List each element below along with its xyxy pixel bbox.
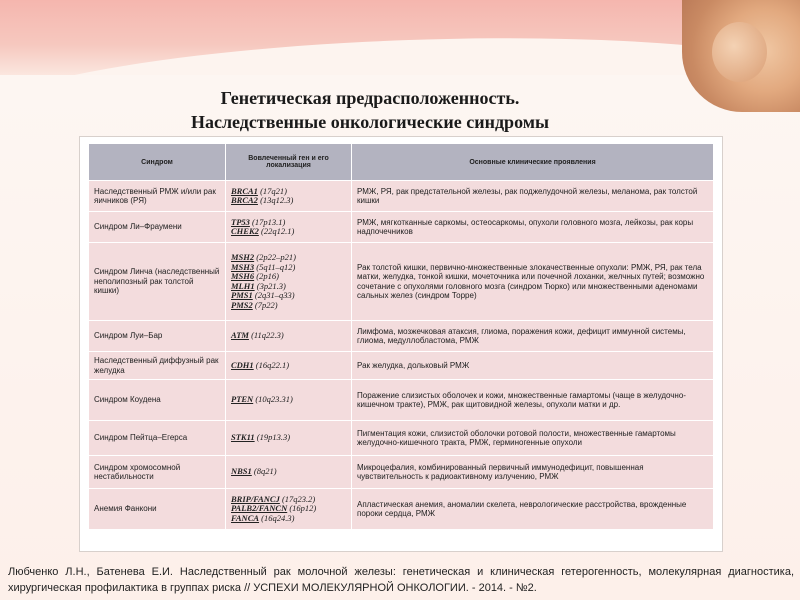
gene-cell [226, 421, 352, 456]
gene-locus: (16q22.1) [253, 359, 290, 370]
gene-cell [226, 212, 352, 243]
syndrome-cell: Синдром Линча (наследственный неполипозный рак толстой кишки) [89, 243, 226, 321]
title-line-2: Наследственные онкологические синдромы [190, 112, 550, 132]
syndrome-cell: Синдром Луи–Бар [89, 321, 226, 352]
manifestations-cell: Рак желудка, дольковый РМЖ [352, 352, 714, 380]
gene-entry [231, 433, 346, 443]
gene-name: PALB2/FANCN [231, 503, 288, 514]
syndrome-cell: Синдром хромосомной нестабильности [89, 456, 226, 489]
syndrome-cell: Наследственный РМЖ и/или рак яичников (РЯ) [89, 181, 226, 212]
slide-title [100, 86, 640, 134]
table-body [89, 181, 714, 530]
gene-name: PMS1 [231, 290, 253, 300]
gene-name: FANCA [231, 512, 260, 523]
gene-locus: (3p21.3) [254, 280, 286, 291]
header-banner [0, 0, 800, 75]
table-row [89, 321, 714, 352]
gene-name: BRIP/FANCJ [231, 493, 280, 504]
syndromes-table [88, 143, 714, 530]
gene-name: PMS2 [231, 299, 253, 310]
gene-name: MSH3 [231, 261, 255, 272]
gene-cell [226, 380, 352, 421]
gene-name: BRCA2 [231, 195, 258, 205]
syndromes-table-panel [79, 136, 723, 552]
manifestations-cell: Микроцефалия, комбинированный первичный иммунодефицит, повышенная чувствительность к радиоактивному излучению, РМЖ [352, 456, 714, 489]
table-row [89, 212, 714, 243]
gene-locus: (10q23.31) [253, 394, 293, 405]
manifestations-cell: Поражение слизистых оболочек и кожи, множественные гамартомы (чаще в желудочно-кишечном тракте), РМЖ, рак щитовидной железы, опухоли матки и др. [352, 380, 714, 421]
table-row [89, 421, 714, 456]
header-photo [682, 0, 800, 112]
gene-name: MSH6 [231, 271, 255, 281]
syndrome-cell: Синдром Ли–Фраумени [89, 212, 226, 243]
photo-hand-shape [712, 22, 767, 82]
manifestations-cell: РМЖ, РЯ, рак предстательной железы, рак поджелудочной железы, меланома, рак толстой кишки [352, 181, 714, 212]
title-line-1: Генетическая предрасположенность. [220, 88, 520, 108]
gene-locus: (11q22.3) [248, 330, 284, 341]
table-row [89, 456, 714, 489]
table-row [89, 181, 714, 212]
gene-entry [231, 331, 346, 341]
gene-name: TP53 [231, 216, 250, 227]
gene-name: MSH2 [231, 252, 255, 262]
gene-name: STK11 [231, 432, 255, 443]
gene-locus: (2q31–q33) [252, 290, 295, 300]
gene-entry [231, 395, 346, 405]
gene-entry [231, 196, 346, 206]
gene-locus: (19p13.3) [254, 432, 291, 443]
gene-entry [231, 361, 346, 371]
gene-locus: (2p22–p21) [254, 252, 296, 262]
table-row [89, 380, 714, 421]
gene-entry [231, 467, 346, 477]
gene-cell [226, 321, 352, 352]
gene-locus: (16p12) [287, 503, 317, 514]
gene-name: PTEN [231, 394, 254, 405]
syndrome-cell: Синдром Коудена [89, 380, 226, 421]
gene-locus: (13q12.3) [257, 195, 294, 205]
header-gene: Вовлеченный ген и его локализация [226, 144, 352, 181]
header-syndrome: Синдром [89, 144, 226, 181]
table-header-row [89, 144, 714, 181]
gene-locus: (22q12.1) [258, 226, 295, 236]
gene-locus: (5q11–q12) [254, 261, 296, 272]
manifestations-cell: Рак толстой кишки, первично-множественные злокачественные опухоли: РМЖ, РЯ, рак тела матки, желудка, тонкой кишки, мочеточника или почечной лоханки, желчных путей; возможно сочетание с опухолями головного мозга (синдром Тюрко) или множественными аденомами сальных желез (синдром Торре) [352, 243, 714, 321]
manifestations-cell: Пигментация кожи, слизистой оболочки ротовой полости, множественные гамартомы желудочно-кишечного тракта, РМЖ, герминогенные опухоли [352, 421, 714, 456]
gene-name: BRCA1 [231, 185, 258, 196]
gene-name: NBS1 [231, 466, 252, 477]
table-row [89, 489, 714, 530]
gene-cell [226, 181, 352, 212]
gene-locus: (17q21) [257, 185, 287, 196]
gene-locus: (16q24.3) [259, 512, 295, 523]
table-row [89, 352, 714, 380]
header-manifestations: Основные клинические проявления [352, 144, 714, 181]
syndrome-cell: Синдром Пейтца–Егерса [89, 421, 226, 456]
gene-cell [226, 243, 352, 321]
gene-locus: (8q21) [251, 466, 277, 477]
manifestations-cell: Лимфома, мозжечковая атаксия, глиома, поражения кожи, дефицит иммунной системы, глиома, медуллобластома, РМЖ [352, 321, 714, 352]
banner-wave [0, 24, 800, 75]
gene-locus: (17p13.1) [249, 216, 286, 227]
gene-cell [226, 489, 352, 530]
gene-name: CHEK2 [231, 226, 259, 236]
gene-locus: (2p16) [254, 271, 279, 281]
citation: Любченко Л.Н., Батенева Е.И. Наследственный рак молочной железы: генетическая и клиническая гетерогенность, молекулярная диагностика, хирургическая профилактика в группах риска // УСПЕХИ МОЛЕКУЛЯРНОЙ ОНКОЛОГИИ. - 2014. - №2. [8, 566, 794, 594]
gene-locus: (7p22) [252, 299, 278, 310]
gene-name: CDH1 [231, 359, 254, 370]
gene-cell [226, 456, 352, 489]
gene-entry [231, 227, 346, 237]
table-row [89, 243, 714, 321]
gene-entry [231, 301, 346, 311]
gene-entry [231, 514, 346, 524]
gene-name: MLH1 [231, 280, 255, 291]
syndrome-cell: Наследственный диффузный рак желудка [89, 352, 226, 380]
gene-cell [226, 352, 352, 380]
gene-locus: (17q23.2) [279, 493, 316, 504]
manifestations-cell: РМЖ, мягкотканные саркомы, остеосаркомы, опухоли головного мозга, лейкозы, рак коры надпочечников [352, 212, 714, 243]
syndrome-cell: Анемия Фанкони [89, 489, 226, 530]
manifestations-cell: Апластическая анемия, аномалии скелета, неврологические расстройства, врожденные пороки сердца, РМЖ [352, 489, 714, 530]
gene-name: ATM [231, 330, 249, 341]
